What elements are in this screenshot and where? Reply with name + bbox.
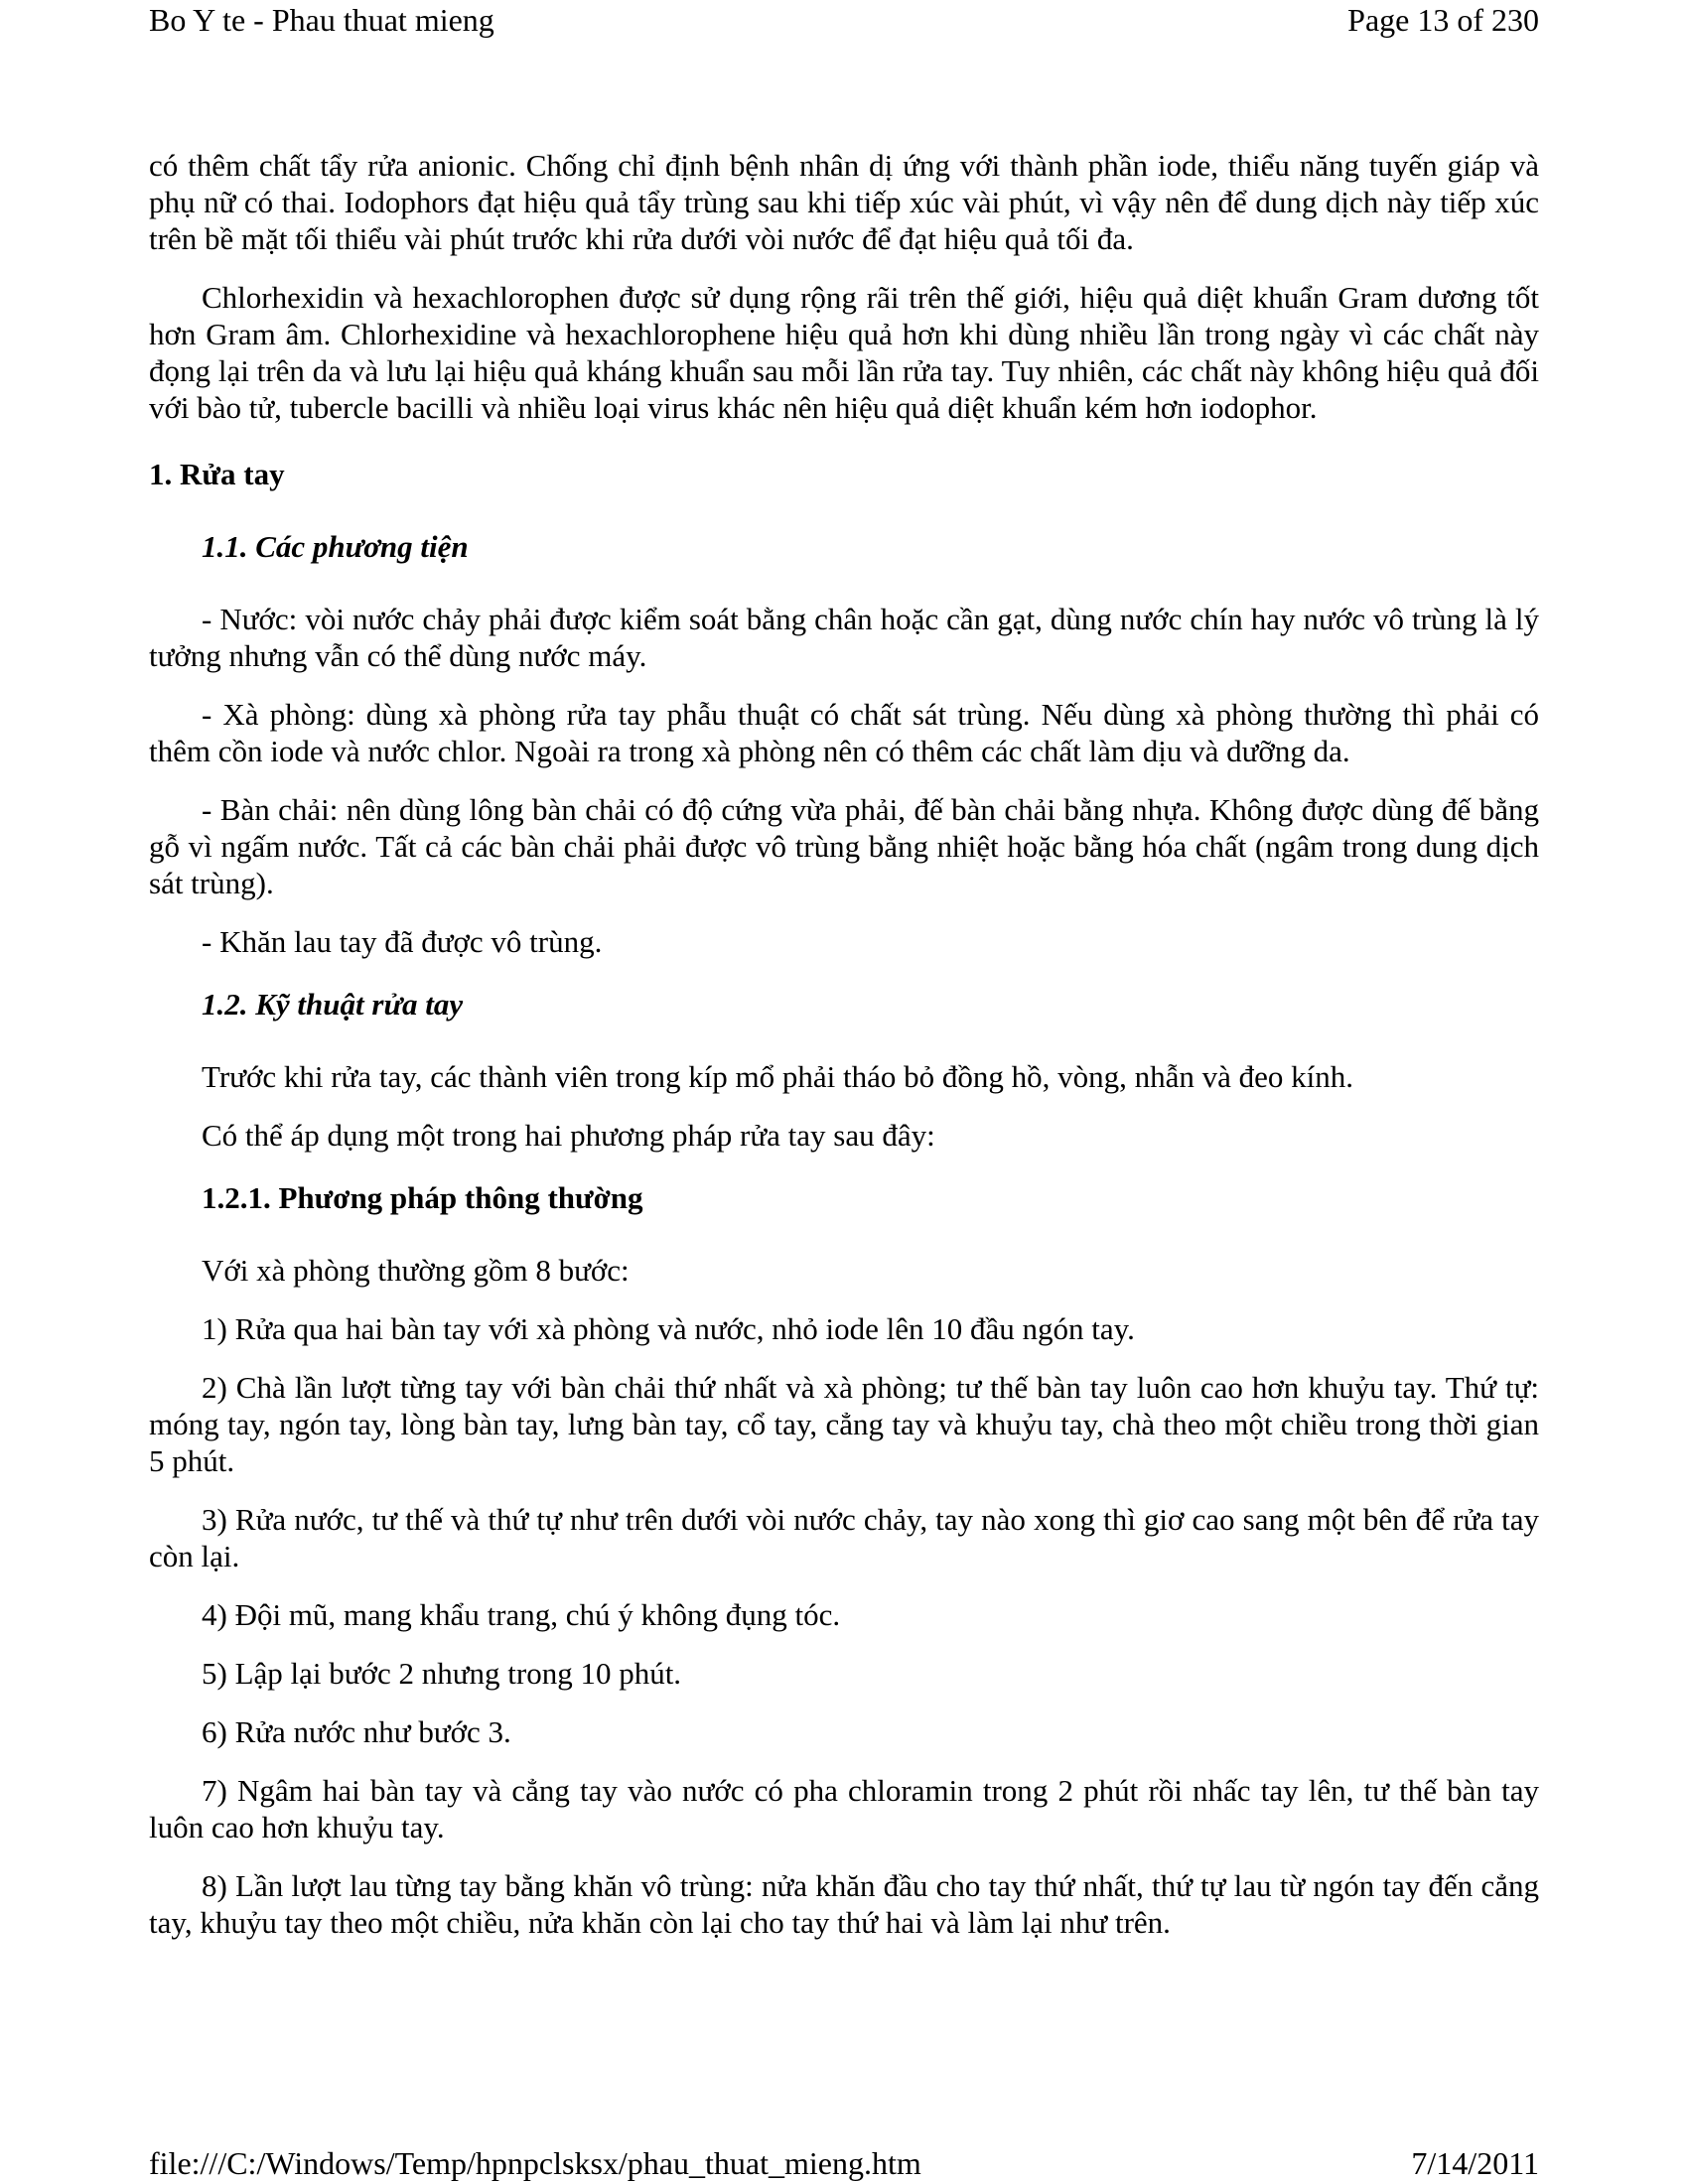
page-footer [149,2144,1539,2182]
list-item: 8) Lần lượt lau từng tay bằng khăn vô trùng: nửa khăn đầu cho tay thứ nhất, thứ tự lau từ ngón tay đến cẳng tay, khuỷu tay theo một chiều, nửa khăn còn lại cho tay thứ hai và làm lại như trên. [149,1868,1539,1940]
footer-date: 7/14/2011 [1411,2145,1539,2181]
list-item: 1) Rửa qua hai bàn tay với xà phòng và nước, nhỏ iode lên 10 đầu ngón tay. [202,1311,1135,1346]
document-body [149,147,1539,1963]
header-page-number: Page 13 of 230 [1347,2,1539,38]
heading-phuong-phap-thong-thuong: 1.2.1. Phương pháp thông thường [202,1180,643,1215]
list-item: 5) Lập lại bước 2 nhưng trong 10 phút. [202,1656,682,1691]
heading-ky-thuat-rua-tay: 1.2. Kỹ thuật rửa tay [202,987,464,1022]
list-item: 6) Rửa nước như bước 3. [202,1714,511,1749]
heading-cac-phuong-tien: 1.1. Các phương tiện [202,529,469,564]
paragraph-chlorhexidine: Chlorhexidin và hexachlorophen được sử dụng rộng rãi trên thế giới, hiệu quả diệt khuẩn Gram dương tốt hơn Gram âm. Chlorhexidine và hexachlorophene hiệu quả hơn khi dùng nhiều lần trong ngày vì các chất này đọng lại trên da và lưu lại hiệu quả kháng khuẩn sau mỗi lần rửa tay. Tuy nhiên, các chất này không hiệu quả đối với bào tử, tubercle bacilli và nhiều loại virus khác nên hiệu quả diệt khuẩn kém hơn iodophor. [149,280,1539,425]
heading-rua-tay: 1. Rửa tay [149,457,285,491]
paragraph-khan-lau-tay: - Khăn lau tay đã được vô trùng. [202,924,603,959]
paragraph-xa-phong: - Xà phòng: dùng xà phòng rửa tay phẫu thuật có chất sát trùng. Nếu dùng xà phòng thường thì phải có thêm cồn iode và nước chlor. Ngoài ra trong xà phòng nên có thêm các chất làm dịu và dưỡng da. [149,697,1539,768]
paragraph-co-the-ap-dung: Có thể áp dụng một trong hai phương pháp rửa tay sau đây: [202,1118,935,1153]
paragraph-nuoc: - Nước: vòi nước chảy phải được kiểm soát bằng chân hoặc cần gạt, dùng nước chín hay nước vô trùng là lý tưởng nhưng vẫn có thể dùng nước máy. [149,602,1539,673]
paragraph-8-buoc: Với xà phòng thường gồm 8 bước: [202,1253,630,1288]
paragraph-ban-chai: - Bàn chải: nên dùng lông bàn chải có độ cứng vừa phải, đế bàn chải bằng nhựa. Không được dùng đế bằng gỗ vì ngấm nước. Tất cả các bàn chải phải được vô trùng bằng nhiệt hoặc bằng hóa chất (ngâm trong dung dịch sát trùng). [149,792,1539,900]
page-header [149,1,1539,39]
list-item: 4) Đội mũ, mang khẩu trang, chú ý không đụng tóc. [202,1597,841,1632]
list-item: 3) Rửa nước, tư thế và thứ tự như trên dưới vòi nước chảy, tay nào xong thì giơ cao sang một bên để rửa tay còn lại. [149,1502,1539,1573]
list-item: 7) Ngâm hai bàn tay và cẳng tay vào nước có pha chloramin trong 2 phút rồi nhấc tay lên, tư thế bàn tay luôn cao hơn khuỷu tay. [149,1773,1539,1844]
footer-url: file:///C:/Windows/Temp/hpnpclsksx/phau_thuat_mieng.htm [149,2145,921,2181]
list-item: 2) Chà lần lượt từng tay với bàn chải thứ nhất và xà phòng; tư thế bàn tay luôn cao hơn khuỷu tay. Thứ tự: móng tay, ngón tay, lòng bàn tay, lưng bàn tay, cổ tay, cẳng tay và khuỷu tay, chà theo một chiều trong thời gian 5 phút. [149,1370,1539,1478]
header-title: Bo Y te - Phau thuat mieng [149,2,494,38]
paragraph-truoc-khi-rua-tay: Trước khi rửa tay, các thành viên trong kíp mổ phải tháo bỏ đồng hồ, vòng, nhẫn và đeo kính. [202,1059,1354,1094]
paragraph-iodophor-continued: có thêm chất tẩy rửa anionic. Chống chỉ định bệnh nhân dị ứng với thành phần iode, thiểu năng tuyến giáp và phụ nữ có thai. Iodophors đạt hiệu quả tẩy trùng sau khi tiếp xúc vài phút, vì vậy nên để dung dịch này tiếp xúc trên bề mặt tối thiểu vài phút trước khi rửa dưới vòi nước để đạt hiệu quả tối đa. [149,148,1539,256]
